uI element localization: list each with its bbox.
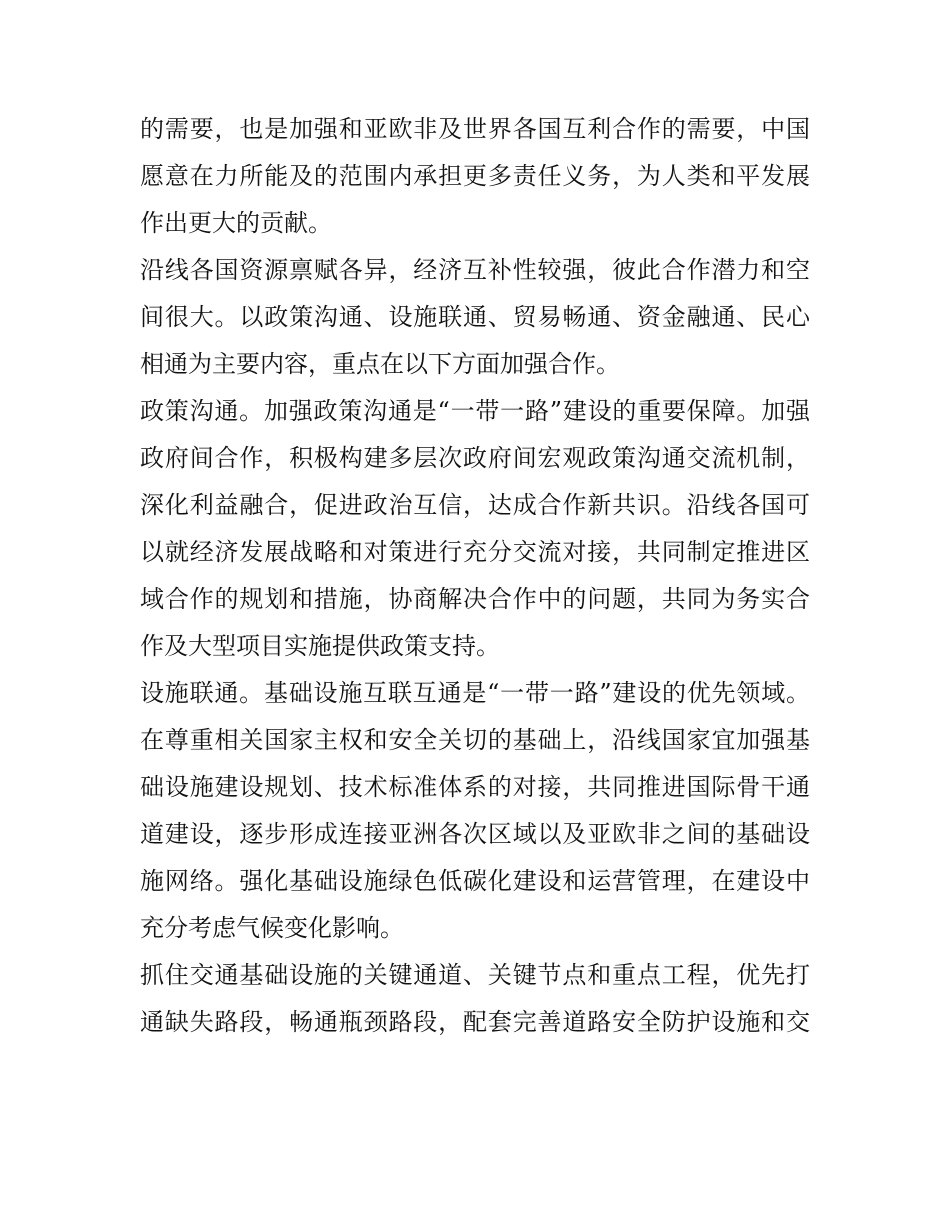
text-line: 沿线各国资源禀赋各异，经济互补性较强，彼此合作潜力和空	[140, 256, 810, 284]
text-line: 施网络。强化基础设施绿色低碳化建设和运营管理，在建设中	[140, 867, 810, 895]
paragraph-transport-infrastructure	[140, 952, 810, 1046]
paragraph-policy-communication	[140, 388, 810, 670]
text-line: 设施联通。基础设施互联互通是“一带一路”建设的优先领域。	[140, 679, 810, 707]
text-line: 在尊重相关国家主权和安全关切的基础上，沿线国家宜加强基	[140, 726, 810, 754]
text-line: 愿意在力所能及的范围内承担更多责任义务，为人类和平发展	[140, 162, 810, 190]
text-line: 道建设，逐步形成连接亚洲各次区域以及亚欧非之间的基础设	[140, 820, 810, 848]
text-line: 域合作的规划和措施，协商解决合作中的问题，共同为务实合	[140, 585, 810, 613]
text-line: 的需要，也是加强和亚欧非及世界各国互利合作的需要，中国	[140, 115, 810, 143]
text-line: 相通为主要内容，重点在以下方面加强合作。	[140, 350, 620, 378]
text-line: 以就经济发展战略和对策进行充分交流对接，共同制定推进区	[140, 538, 810, 566]
paragraph-2	[140, 247, 810, 388]
text-line: 政策沟通。加强政策沟通是“一带一路”建设的重要保障。加强	[140, 397, 810, 425]
text-line: 通缺失路段，畅通瓶颈路段，配套完善道路安全防护设施和交	[140, 1008, 810, 1036]
paragraph-facility-connectivity	[140, 670, 810, 952]
text-line: 抓住交通基础设施的关键通道、关键节点和重点工程，优先打	[140, 961, 810, 989]
text-line: 作及大型项目实施提供政策支持。	[140, 632, 500, 660]
text-line: 作出更大的贡献。	[140, 209, 332, 237]
text-line: 础设施建设规划、技术标准体系的对接，共同推进国际骨干通	[140, 773, 810, 801]
text-line: 政府间合作，积极构建多层次政府间宏观政策沟通交流机制，	[140, 444, 810, 472]
text-line: 深化利益融合，促进政治互信，达成合作新共识。沿线各国可	[140, 491, 810, 519]
document-body	[140, 106, 810, 1046]
text-line: 充分考虑气候变化影响。	[140, 914, 404, 942]
text-line: 间很大。以政策沟通、设施联通、贸易畅通、资金融通、民心	[140, 303, 810, 331]
paragraph-1	[140, 106, 810, 247]
